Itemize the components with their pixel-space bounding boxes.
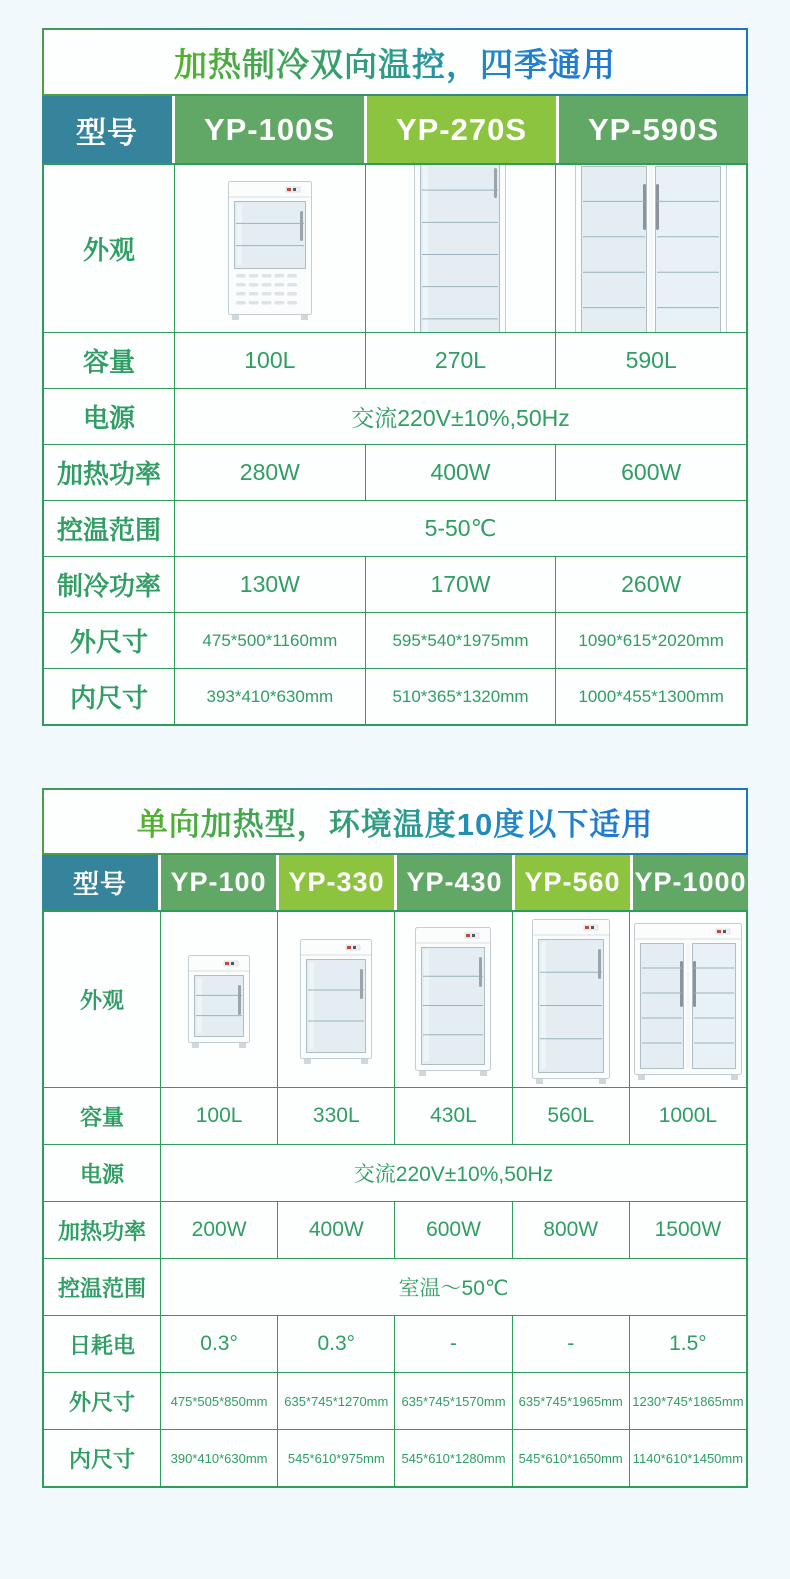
spec-value-cell: 475*505*850mm xyxy=(160,1372,277,1429)
spec-row-label: 加热功率 xyxy=(44,444,174,500)
spec-row-label: 制冷功率 xyxy=(44,556,174,612)
product-image-yp-430 xyxy=(394,912,511,1087)
spec-value-cell: 200W xyxy=(160,1201,277,1258)
spec-value-cell: 600W xyxy=(555,444,746,500)
spec-row xyxy=(44,388,746,444)
appearance-row-label: 外观 xyxy=(82,235,135,265)
spec-merged-value: 交流220V±10%,50Hz xyxy=(174,388,746,444)
spec-row xyxy=(44,332,746,388)
spec-value-cell: 1090*615*2020mm xyxy=(555,612,746,668)
spec-value-cell: 1230*745*1865mm xyxy=(629,1372,746,1429)
spec-row xyxy=(44,556,746,612)
model-header-cell: YP-270S xyxy=(367,96,556,163)
spec-row xyxy=(44,1372,746,1429)
spec-row xyxy=(44,1144,746,1201)
spec-row xyxy=(44,500,746,556)
spec-value-cell: 390*410*630mm xyxy=(160,1429,277,1486)
spec-merged-value: 5-50℃ xyxy=(174,500,746,556)
spec-row xyxy=(44,612,746,668)
spec-value-cell: 170W xyxy=(365,556,556,612)
spec-value-cell: 635*745*1965mm xyxy=(512,1372,629,1429)
table-title: 单向加热型，环境温度10度以下适用 xyxy=(137,799,653,844)
dual-temp-spec-table xyxy=(42,28,748,726)
spec-row-label: 容量 xyxy=(44,332,174,388)
model-header-cell: YP-330 xyxy=(279,855,394,910)
model-header-cell: YP-100S xyxy=(175,96,364,163)
spec-value-cell: 260W xyxy=(555,556,746,612)
spec-value-cell: 1.5° xyxy=(629,1315,746,1372)
spec-value-cell: 545*610*975mm xyxy=(277,1429,394,1486)
row-header-label: 型号 xyxy=(42,96,172,163)
heating-only-spec-table xyxy=(42,788,748,1488)
spec-row-label: 内尺寸 xyxy=(44,1429,160,1486)
spec-value-cell: 330L xyxy=(277,1087,394,1144)
spec-value-cell: 1500W xyxy=(629,1201,746,1258)
spec-merged-value: 室温～50℃ xyxy=(160,1258,746,1315)
spec-row-label: 外尺寸 xyxy=(44,1372,160,1429)
appearance-row-label: 外观 xyxy=(79,988,124,1013)
spec-row xyxy=(44,1087,746,1144)
spec-table-body xyxy=(42,163,748,726)
spec-value-cell: 590L xyxy=(555,332,746,388)
spec-row xyxy=(44,668,746,724)
spec-value-cell: 545*610*1650mm xyxy=(512,1429,629,1486)
model-header-row xyxy=(42,855,748,910)
spec-row-label: 外尺寸 xyxy=(44,612,174,668)
spec-value-cell: 270L xyxy=(365,332,556,388)
spec-value-cell: 475*500*1160mm xyxy=(174,612,365,668)
spec-value-cell: 100L xyxy=(174,332,365,388)
product-image-yp-1000 xyxy=(629,912,746,1087)
spec-value-cell: 430L xyxy=(394,1087,511,1144)
spec-value-cell: 0.3° xyxy=(160,1315,277,1372)
row-header-label: 型号 xyxy=(42,855,158,910)
spec-row-label: 日耗电 xyxy=(44,1315,160,1372)
table-title: 加热制冷双向温控，四季通用 xyxy=(174,39,616,86)
spec-row-label: 加热功率 xyxy=(44,1201,160,1258)
model-header-cell: YP-590S xyxy=(559,96,748,163)
spec-value-cell: 100L xyxy=(160,1087,277,1144)
product-image-yp-100 xyxy=(160,912,277,1087)
spec-value-cell: 635*745*1270mm xyxy=(277,1372,394,1429)
table-title-box xyxy=(42,788,748,855)
model-header-row xyxy=(42,96,748,163)
spec-value-cell: - xyxy=(394,1315,511,1372)
spec-value-cell: 510*365*1320mm xyxy=(365,668,556,724)
model-header-cell: YP-430 xyxy=(397,855,512,910)
spec-value-cell: 1140*610*1450mm xyxy=(629,1429,746,1486)
table-title-box xyxy=(42,28,748,96)
spec-value-cell: 635*745*1570mm xyxy=(394,1372,511,1429)
spec-row-label: 电源 xyxy=(44,1144,160,1201)
spec-value-cell: 600W xyxy=(394,1201,511,1258)
spec-value-cell: 0.3° xyxy=(277,1315,394,1372)
product-image-yp-270s xyxy=(365,165,556,332)
product-image-yp-590s xyxy=(555,165,746,332)
model-header-cell: YP-1000 xyxy=(633,855,748,910)
spec-value-cell: 1000*455*1300mm xyxy=(555,668,746,724)
product-image-yp-100s xyxy=(174,165,365,332)
spec-value-cell: 393*410*630mm xyxy=(174,668,365,724)
spec-value-cell: - xyxy=(512,1315,629,1372)
spec-value-cell: 130W xyxy=(174,556,365,612)
appearance-row xyxy=(44,912,746,1087)
spec-value-cell: 595*540*1975mm xyxy=(365,612,556,668)
spec-table-body xyxy=(42,910,748,1488)
spec-row xyxy=(44,1201,746,1258)
spec-value-cell: 400W xyxy=(365,444,556,500)
spec-row-label: 控温范围 xyxy=(44,500,174,556)
spec-row-label: 控温范围 xyxy=(44,1258,160,1315)
appearance-row xyxy=(44,165,746,332)
spec-merged-value: 交流220V±10%,50Hz xyxy=(160,1144,746,1201)
spec-value-cell: 800W xyxy=(512,1201,629,1258)
spec-value-cell: 560L xyxy=(512,1087,629,1144)
spec-row-label: 容量 xyxy=(44,1087,160,1144)
spec-row xyxy=(44,444,746,500)
spec-row xyxy=(44,1315,746,1372)
model-header-cell: YP-100 xyxy=(161,855,276,910)
model-header-cell: YP-560 xyxy=(515,855,630,910)
spec-value-cell: 400W xyxy=(277,1201,394,1258)
spec-value-cell: 1000L xyxy=(629,1087,746,1144)
product-image-yp-330 xyxy=(277,912,394,1087)
spec-row xyxy=(44,1258,746,1315)
spec-row-label: 内尺寸 xyxy=(44,668,174,724)
spec-row xyxy=(44,1429,746,1486)
spec-row-label: 电源 xyxy=(44,388,174,444)
spec-value-cell: 545*610*1280mm xyxy=(394,1429,511,1486)
product-image-yp-560 xyxy=(512,912,629,1087)
spec-value-cell: 280W xyxy=(174,444,365,500)
